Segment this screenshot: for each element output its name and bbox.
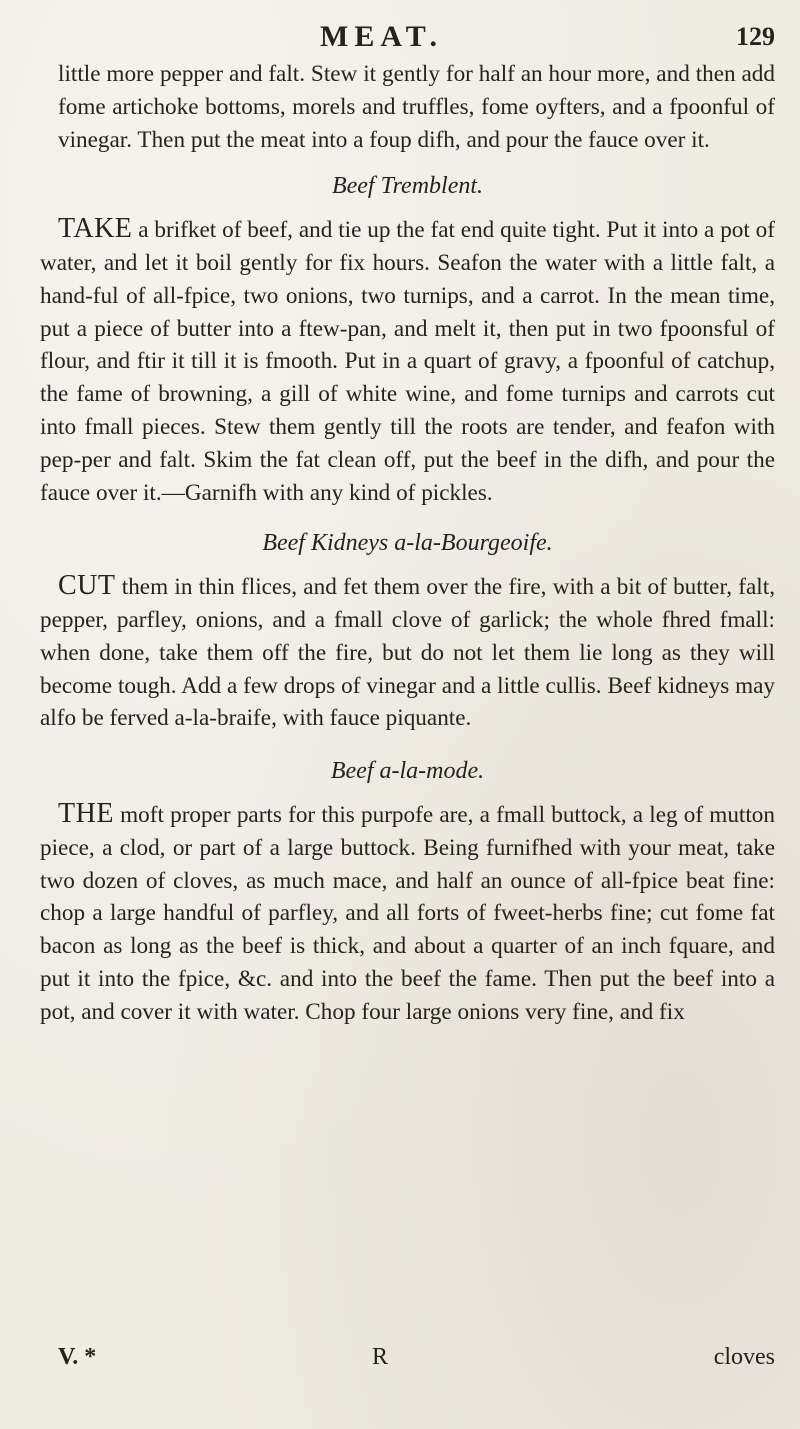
recipe-title-beef-kidneys: Beef Kidneys a-la-Bourgeoife. — [262, 530, 553, 557]
recipe-text-beef-kidneys — [40, 570, 775, 735]
recipe-body: a brifket of beef, and tie up the fat end quite tight. Put it into a pot of water, and let it boil gently for fix hours. Seafon the water with a little falt, a hand-ful of all-fpice, two onions, two turnips, and a carrot. In the mean time, put a piece of butter into a ftew-pan, and melt it, then put in two fpoonsful of flour, and ftir it till it is fmooth. Put in a quart of gravy, a fpoonful of catchup, the fame of browning, a gill of white wine, and fome turnips and carrots cut into fmall pieces. Stew them gently till the roots are tender, and feafon with pep-per and falt. Skim the fat clean off, put the beef in the difh, and pour the fauce over it.—Garnifh with any kind of pickles. — [40, 217, 775, 506]
book-page — [40, 0, 775, 1429]
lead-word: THE — [58, 797, 114, 829]
lead-word: TAKE — [58, 213, 133, 245]
recipe-title-beef-a-la-mode: Beef a-la-mode. — [330, 758, 485, 785]
gathering-mark: R — [372, 1344, 389, 1370]
page-body — [40, 58, 775, 1029]
lead-word: CUT — [58, 570, 116, 602]
volume-signature: V. * — [58, 1344, 97, 1370]
page-header — [40, 20, 775, 56]
recipe-text-beef-a-la-mode — [40, 798, 775, 1029]
catchword: cloves — [713, 1344, 775, 1370]
running-title: MEAT. — [320, 20, 444, 53]
recipe-text-beef-tremblent — [40, 213, 775, 509]
page-number: 129 — [736, 22, 775, 51]
page-footer — [40, 1344, 775, 1384]
recipe-body: moft proper parts for this purpofe are, a fmall buttock, a leg of mutton piece, a clod, or part of a large buttock. Being furnifhed with your meat, take two dozen of cloves, as much mace, and half an ounce of all-fpice beat fine: chop a large handful of parfley, and all forts of fweet-herbs fine; cut fome fat bacon as long as the beef is thick, and about a quarter of an inch fquare, and put it into the fpice, &c. and into the beef the fame. Then put the beef into a pot, and cover it with water. Chop four large onions very fine, and fix — [40, 801, 775, 1025]
continued-paragraph: little more pepper and falt. Stew it gently for half an hour more, and then add fome artichoke bottoms, morels and truffles, fome oyfters, and a fpoonful of vinegar. Then put the meat into a foup difh, and pour the fauce over it. — [58, 61, 775, 153]
recipe-title-beef-tremblent: Beef Tremblent. — [331, 173, 484, 200]
recipe-body: them in thin flices, and fet them over the fire, with a bit of butter, falt, pepper, parfley, onions, and a fmall clove of garlick; the whole fhred fmall: when done, take them off the fire, but do not let them lie long as they will become tough. Add a few drops of vinegar and a little cullis. Beef kidneys may alfo be ferved a-la-braife, with fauce piquante. — [40, 574, 775, 732]
